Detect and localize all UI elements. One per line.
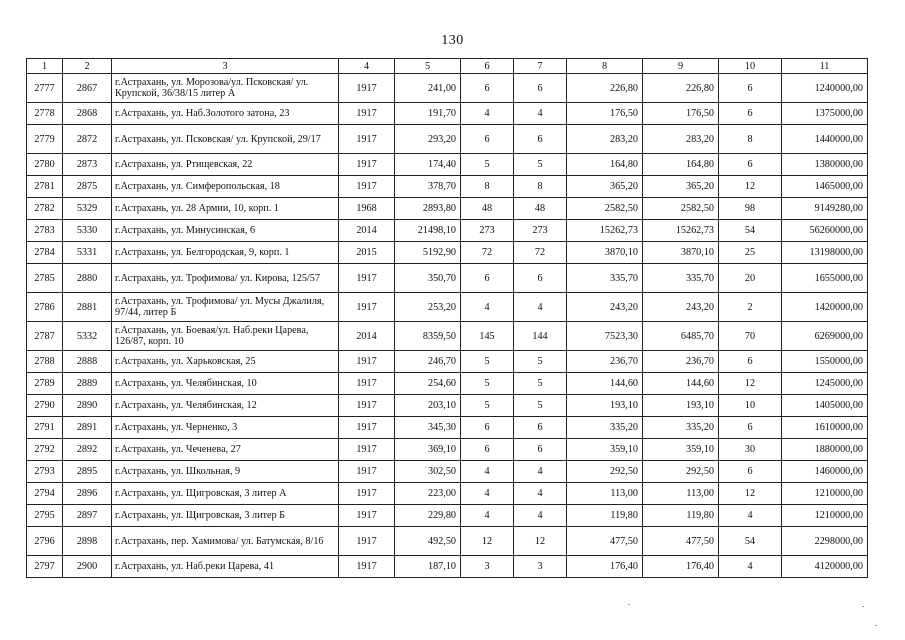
address-cell: г.Астрахань, ул. Трофимова/ ул. Мусы Джалиля, 97/44, литер Б <box>112 293 339 322</box>
apartments-cell: 4 <box>461 293 514 322</box>
table-row <box>27 125 868 154</box>
apartments-cell: 4 <box>461 103 514 125</box>
year-cell: 2014 <box>339 220 395 242</box>
residents-cell: 12 <box>719 176 782 198</box>
apartments-cell: 3 <box>461 556 514 578</box>
residential-units-cell: 6 <box>514 74 567 103</box>
table-row <box>27 461 868 483</box>
table-row <box>27 505 868 527</box>
table-row <box>27 373 868 395</box>
table-row <box>27 198 868 220</box>
year-cell: 1917 <box>339 439 395 461</box>
apartments-cell: 273 <box>461 220 514 242</box>
total-area-cell: 253,20 <box>395 293 461 322</box>
amount-cell: 1655000,00 <box>782 264 868 293</box>
living-area-cell: 335,20 <box>567 417 643 439</box>
column-header: 8 <box>567 59 643 74</box>
table-row <box>27 154 868 176</box>
scan-speck <box>628 604 630 605</box>
residential-units-cell: 144 <box>514 322 567 351</box>
total-area-cell: 241,00 <box>395 74 461 103</box>
row-number: 2784 <box>27 242 63 264</box>
residential-area-cell: 164,80 <box>643 154 719 176</box>
year-cell: 1917 <box>339 74 395 103</box>
apartments-cell: 8 <box>461 176 514 198</box>
address-cell: г.Астрахань, ул. Симферопольская, 18 <box>112 176 339 198</box>
column-header: 1 <box>27 59 63 74</box>
residents-cell: 30 <box>719 439 782 461</box>
column-header: 3 <box>112 59 339 74</box>
residential-area-cell: 243,20 <box>643 293 719 322</box>
residential-area-cell: 283,20 <box>643 125 719 154</box>
object-id: 2891 <box>63 417 112 439</box>
total-area-cell: 21498,10 <box>395 220 461 242</box>
residents-cell: 6 <box>719 351 782 373</box>
residential-units-cell: 273 <box>514 220 567 242</box>
residential-area-cell: 335,70 <box>643 264 719 293</box>
apartments-cell: 12 <box>461 527 514 556</box>
residential-area-cell: 144,60 <box>643 373 719 395</box>
living-area-cell: 283,20 <box>567 125 643 154</box>
residents-cell: 2 <box>719 293 782 322</box>
apartments-cell: 72 <box>461 242 514 264</box>
residential-units-cell: 6 <box>514 125 567 154</box>
column-header: 7 <box>514 59 567 74</box>
object-id: 2896 <box>63 483 112 505</box>
residents-cell: 4 <box>719 505 782 527</box>
address-cell: г.Астрахань, ул. Челябинская, 12 <box>112 395 339 417</box>
residential-units-cell: 6 <box>514 264 567 293</box>
row-number: 2779 <box>27 125 63 154</box>
total-area-cell: 2893,80 <box>395 198 461 220</box>
object-id: 2892 <box>63 439 112 461</box>
living-area-cell: 335,70 <box>567 264 643 293</box>
living-area-cell: 164,80 <box>567 154 643 176</box>
amount-cell: 1440000,00 <box>782 125 868 154</box>
residential-area-cell: 359,10 <box>643 439 719 461</box>
address-cell: г.Астрахань, ул. Боевая/ул. Наб.реки Царева, 126/87, корп. 10 <box>112 322 339 351</box>
residential-units-cell: 5 <box>514 373 567 395</box>
table-row <box>27 556 868 578</box>
column-header: 2 <box>63 59 112 74</box>
apartments-cell: 5 <box>461 351 514 373</box>
object-id: 2897 <box>63 505 112 527</box>
residential-units-cell: 12 <box>514 527 567 556</box>
residential-area-cell: 193,10 <box>643 395 719 417</box>
row-number: 2777 <box>27 74 63 103</box>
amount-cell: 1210000,00 <box>782 483 868 505</box>
living-area-cell: 477,50 <box>567 527 643 556</box>
apartments-cell: 5 <box>461 395 514 417</box>
year-cell: 1917 <box>339 293 395 322</box>
total-area-cell: 246,70 <box>395 351 461 373</box>
amount-cell: 4120000,00 <box>782 556 868 578</box>
living-area-cell: 3870,10 <box>567 242 643 264</box>
residential-area-cell: 335,20 <box>643 417 719 439</box>
total-area-cell: 8359,50 <box>395 322 461 351</box>
row-number: 2791 <box>27 417 63 439</box>
row-number: 2788 <box>27 351 63 373</box>
object-id: 2873 <box>63 154 112 176</box>
table-row <box>27 351 868 373</box>
residential-area-cell: 226,80 <box>643 74 719 103</box>
page-number: 130 <box>441 33 464 48</box>
total-area-cell: 492,50 <box>395 527 461 556</box>
amount-cell: 1380000,00 <box>782 154 868 176</box>
living-area-cell: 243,20 <box>567 293 643 322</box>
object-id: 2895 <box>63 461 112 483</box>
column-header: 4 <box>339 59 395 74</box>
column-number-row <box>27 59 868 74</box>
address-cell: г.Астрахань, ул. Чеченева, 27 <box>112 439 339 461</box>
table-row <box>27 527 868 556</box>
residents-cell: 54 <box>719 220 782 242</box>
residential-area-cell: 365,20 <box>643 176 719 198</box>
address-cell: г.Астрахань, ул. Наб.Золотого затона, 23 <box>112 103 339 125</box>
amount-cell: 1405000,00 <box>782 395 868 417</box>
housing-register-table <box>26 58 868 578</box>
total-area-cell: 203,10 <box>395 395 461 417</box>
object-id: 2868 <box>63 103 112 125</box>
amount-cell: 1550000,00 <box>782 351 868 373</box>
total-area-cell: 369,10 <box>395 439 461 461</box>
row-number: 2796 <box>27 527 63 556</box>
row-number: 2787 <box>27 322 63 351</box>
year-cell: 1917 <box>339 264 395 293</box>
scan-speck <box>875 625 877 626</box>
total-area-cell: 5192,90 <box>395 242 461 264</box>
residential-units-cell: 6 <box>514 417 567 439</box>
table-row <box>27 176 868 198</box>
row-number: 2797 <box>27 556 63 578</box>
address-cell: г.Астрахань, ул. Школьная, 9 <box>112 461 339 483</box>
living-area-cell: 236,70 <box>567 351 643 373</box>
amount-cell: 13198000,00 <box>782 242 868 264</box>
object-id: 2900 <box>63 556 112 578</box>
amount-cell: 1610000,00 <box>782 417 868 439</box>
column-header: 5 <box>395 59 461 74</box>
amount-cell: 9149280,00 <box>782 198 868 220</box>
apartments-cell: 6 <box>461 74 514 103</box>
residents-cell: 25 <box>719 242 782 264</box>
residential-units-cell: 48 <box>514 198 567 220</box>
row-number: 2780 <box>27 154 63 176</box>
living-area-cell: 359,10 <box>567 439 643 461</box>
apartments-cell: 5 <box>461 154 514 176</box>
residents-cell: 6 <box>719 154 782 176</box>
living-area-cell: 193,10 <box>567 395 643 417</box>
total-area-cell: 302,50 <box>395 461 461 483</box>
object-id: 5332 <box>63 322 112 351</box>
living-area-cell: 15262,73 <box>567 220 643 242</box>
row-number: 2778 <box>27 103 63 125</box>
total-area-cell: 254,60 <box>395 373 461 395</box>
address-cell: г.Астрахань, ул. Ртищевская, 22 <box>112 154 339 176</box>
residents-cell: 98 <box>719 198 782 220</box>
object-id: 2880 <box>63 264 112 293</box>
residential-units-cell: 4 <box>514 293 567 322</box>
amount-cell: 1245000,00 <box>782 373 868 395</box>
residential-units-cell: 4 <box>514 505 567 527</box>
residential-units-cell: 5 <box>514 154 567 176</box>
residents-cell: 6 <box>719 103 782 125</box>
table-row <box>27 439 868 461</box>
object-id: 5329 <box>63 198 112 220</box>
total-area-cell: 174,40 <box>395 154 461 176</box>
apartments-cell: 4 <box>461 461 514 483</box>
apartments-cell: 4 <box>461 505 514 527</box>
apartments-cell: 5 <box>461 373 514 395</box>
residents-cell: 8 <box>719 125 782 154</box>
residents-cell: 54 <box>719 527 782 556</box>
total-area-cell: 293,20 <box>395 125 461 154</box>
total-area-cell: 378,70 <box>395 176 461 198</box>
amount-cell: 1240000,00 <box>782 74 868 103</box>
year-cell: 1917 <box>339 527 395 556</box>
residential-units-cell: 6 <box>514 439 567 461</box>
row-number: 2792 <box>27 439 63 461</box>
living-area-cell: 226,80 <box>567 74 643 103</box>
residents-cell: 12 <box>719 373 782 395</box>
amount-cell: 1880000,00 <box>782 439 868 461</box>
residential-area-cell: 113,00 <box>643 483 719 505</box>
address-cell: г.Астрахань, ул. Черненко, 3 <box>112 417 339 439</box>
address-cell: г.Астрахань, ул. Челябинская, 10 <box>112 373 339 395</box>
year-cell: 1917 <box>339 417 395 439</box>
column-header: 10 <box>719 59 782 74</box>
amount-cell: 1460000,00 <box>782 461 868 483</box>
residents-cell: 6 <box>719 74 782 103</box>
address-cell: г.Астрахань, ул. Морозова/ул. Псковская/ ул. Крупской, 36/38/15 литер А <box>112 74 339 103</box>
amount-cell: 56260000,00 <box>782 220 868 242</box>
column-header: 6 <box>461 59 514 74</box>
residents-cell: 12 <box>719 483 782 505</box>
residents-cell: 4 <box>719 556 782 578</box>
amount-cell: 1210000,00 <box>782 505 868 527</box>
residents-cell: 10 <box>719 395 782 417</box>
residents-cell: 6 <box>719 461 782 483</box>
row-number: 2795 <box>27 505 63 527</box>
row-number: 2790 <box>27 395 63 417</box>
apartments-cell: 145 <box>461 322 514 351</box>
living-area-cell: 176,50 <box>567 103 643 125</box>
table-row <box>27 103 868 125</box>
address-cell: г.Астрахань, ул. Харьковская, 25 <box>112 351 339 373</box>
year-cell: 2015 <box>339 242 395 264</box>
residents-cell: 70 <box>719 322 782 351</box>
address-cell: г.Астрахань, ул. Наб.реки Царева, 41 <box>112 556 339 578</box>
living-area-cell: 176,40 <box>567 556 643 578</box>
row-number: 2786 <box>27 293 63 322</box>
residents-cell: 6 <box>719 417 782 439</box>
residential-area-cell: 236,70 <box>643 351 719 373</box>
residential-area-cell: 292,50 <box>643 461 719 483</box>
year-cell: 1917 <box>339 351 395 373</box>
table-body <box>27 74 868 578</box>
row-number: 2781 <box>27 176 63 198</box>
living-area-cell: 365,20 <box>567 176 643 198</box>
residential-area-cell: 15262,73 <box>643 220 719 242</box>
table-row <box>27 417 868 439</box>
living-area-cell: 7523,30 <box>567 322 643 351</box>
residential-units-cell: 4 <box>514 483 567 505</box>
object-id: 5331 <box>63 242 112 264</box>
year-cell: 1917 <box>339 483 395 505</box>
address-cell: г.Астрахань, ул. 28 Армии, 10, корп. 1 <box>112 198 339 220</box>
living-area-cell: 292,50 <box>567 461 643 483</box>
object-id: 2881 <box>63 293 112 322</box>
amount-cell: 2298000,00 <box>782 527 868 556</box>
year-cell: 1968 <box>339 198 395 220</box>
year-cell: 1917 <box>339 461 395 483</box>
apartments-cell: 6 <box>461 264 514 293</box>
year-cell: 1917 <box>339 125 395 154</box>
year-cell: 1917 <box>339 154 395 176</box>
living-area-cell: 119,80 <box>567 505 643 527</box>
address-cell: г.Астрахань, ул. Минусинская, 6 <box>112 220 339 242</box>
living-area-cell: 144,60 <box>567 373 643 395</box>
amount-cell: 6269000,00 <box>782 322 868 351</box>
apartments-cell: 6 <box>461 439 514 461</box>
apartments-cell: 4 <box>461 483 514 505</box>
address-cell: г.Астрахань, ул. Щигровская, 3 литер Б <box>112 505 339 527</box>
residential-area-cell: 176,50 <box>643 103 719 125</box>
residential-area-cell: 119,80 <box>643 505 719 527</box>
year-cell: 1917 <box>339 176 395 198</box>
amount-cell: 1375000,00 <box>782 103 868 125</box>
table-row <box>27 242 868 264</box>
object-id: 2888 <box>63 351 112 373</box>
residential-units-cell: 4 <box>514 461 567 483</box>
row-number: 2785 <box>27 264 63 293</box>
residential-units-cell: 72 <box>514 242 567 264</box>
total-area-cell: 187,10 <box>395 556 461 578</box>
address-cell: г.Астрахань, ул. Белгородская, 9, корп. 1 <box>112 242 339 264</box>
address-cell: г.Астрахань, пер. Хамимова/ ул. Батумская, 8/16 <box>112 527 339 556</box>
year-cell: 1917 <box>339 395 395 417</box>
residential-area-cell: 477,50 <box>643 527 719 556</box>
object-id: 5330 <box>63 220 112 242</box>
residential-area-cell: 3870,10 <box>643 242 719 264</box>
year-cell: 1917 <box>339 103 395 125</box>
table-row <box>27 264 868 293</box>
object-id: 2889 <box>63 373 112 395</box>
address-cell: г.Астрахань, ул. Трофимова/ ул. Кирова, 125/57 <box>112 264 339 293</box>
residential-units-cell: 4 <box>514 103 567 125</box>
column-header: 9 <box>643 59 719 74</box>
residential-units-cell: 5 <box>514 351 567 373</box>
table-row <box>27 293 868 322</box>
object-id: 2898 <box>63 527 112 556</box>
amount-cell: 1465000,00 <box>782 176 868 198</box>
scan-speck <box>862 606 864 607</box>
row-number: 2789 <box>27 373 63 395</box>
residential-area-cell: 176,40 <box>643 556 719 578</box>
apartments-cell: 6 <box>461 125 514 154</box>
year-cell: 1917 <box>339 556 395 578</box>
residential-area-cell: 2582,50 <box>643 198 719 220</box>
row-number: 2783 <box>27 220 63 242</box>
row-number: 2793 <box>27 461 63 483</box>
object-id: 2875 <box>63 176 112 198</box>
residents-cell: 20 <box>719 264 782 293</box>
row-number: 2782 <box>27 198 63 220</box>
residential-area-cell: 6485,70 <box>643 322 719 351</box>
apartments-cell: 6 <box>461 417 514 439</box>
apartments-cell: 48 <box>461 198 514 220</box>
total-area-cell: 191,70 <box>395 103 461 125</box>
residential-units-cell: 8 <box>514 176 567 198</box>
year-cell: 2014 <box>339 322 395 351</box>
year-cell: 1917 <box>339 505 395 527</box>
living-area-cell: 113,00 <box>567 483 643 505</box>
residential-units-cell: 5 <box>514 395 567 417</box>
table-row <box>27 74 868 103</box>
object-id: 2890 <box>63 395 112 417</box>
total-area-cell: 350,70 <box>395 264 461 293</box>
table-row <box>27 322 868 351</box>
object-id: 2867 <box>63 74 112 103</box>
total-area-cell: 229,80 <box>395 505 461 527</box>
row-number: 2794 <box>27 483 63 505</box>
amount-cell: 1420000,00 <box>782 293 868 322</box>
table-row <box>27 483 868 505</box>
total-area-cell: 223,00 <box>395 483 461 505</box>
living-area-cell: 2582,50 <box>567 198 643 220</box>
column-header: 11 <box>782 59 868 74</box>
table-row <box>27 220 868 242</box>
address-cell: г.Астрахань, ул. Псковская/ ул. Крупской, 29/17 <box>112 125 339 154</box>
table-row <box>27 395 868 417</box>
year-cell: 1917 <box>339 373 395 395</box>
total-area-cell: 345,30 <box>395 417 461 439</box>
residential-units-cell: 3 <box>514 556 567 578</box>
object-id: 2872 <box>63 125 112 154</box>
address-cell: г.Астрахань, ул. Щигровская, 3 литер А <box>112 483 339 505</box>
